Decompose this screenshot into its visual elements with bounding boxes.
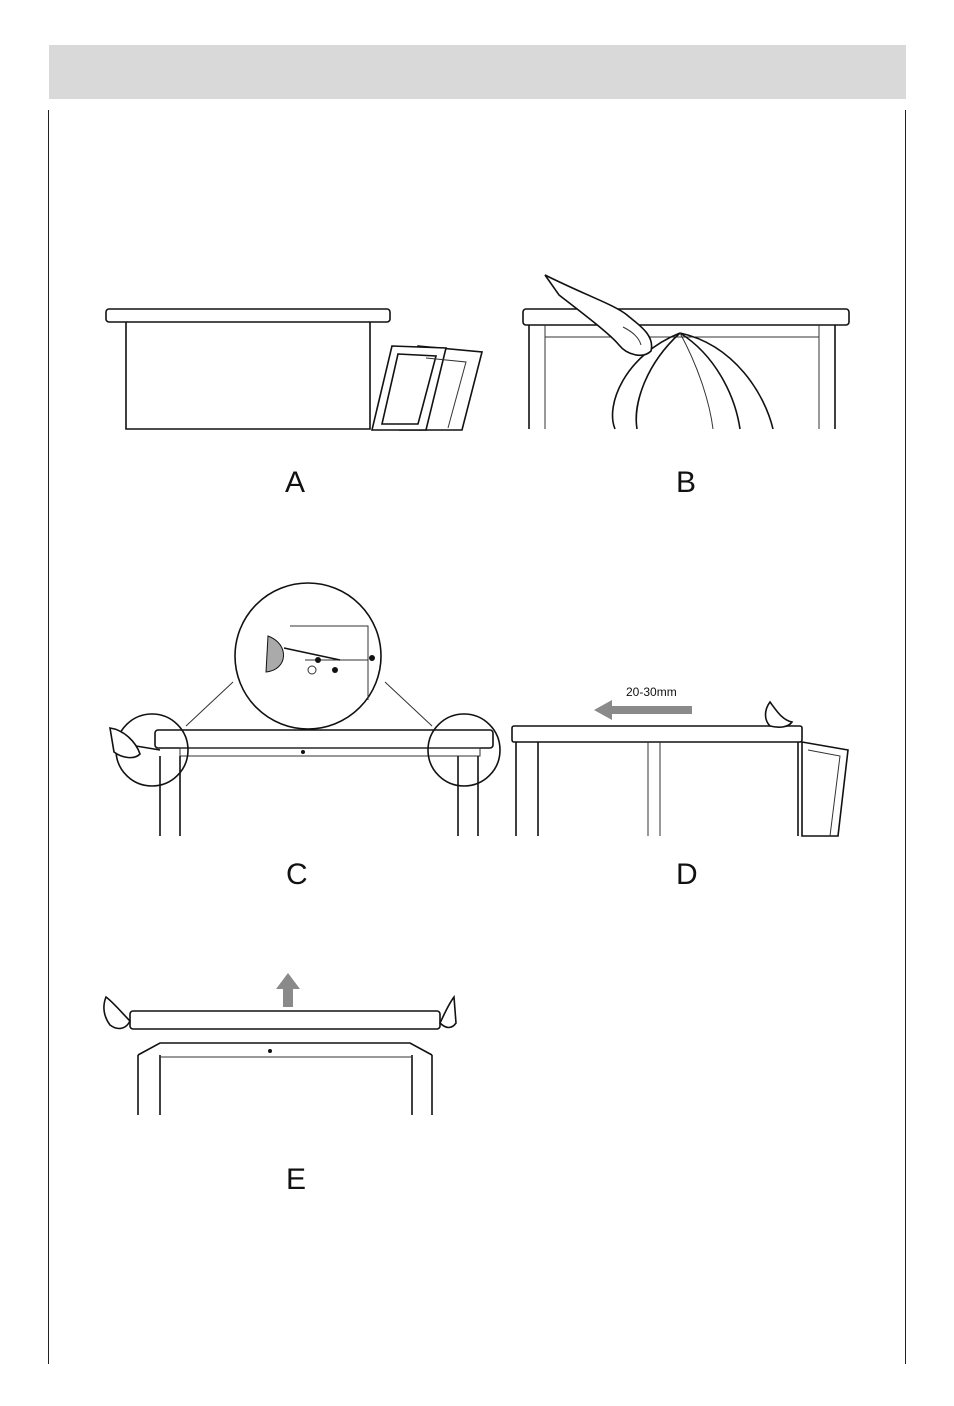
- figure-e-drawing: [100, 965, 460, 1117]
- figure-e-label: E: [286, 1163, 307, 1196]
- figure-d-drawing: [508, 680, 858, 838]
- figure-a-label: A: [285, 466, 306, 499]
- figure-b-label: B: [676, 466, 697, 499]
- figure-d-dimension: 20-30mm: [626, 685, 677, 699]
- right-border-line: [905, 110, 906, 1364]
- figure-c-label: C: [286, 858, 308, 891]
- figure-b-drawing: [515, 275, 865, 435]
- figure-a-drawing: [100, 300, 500, 435]
- figure-d-label: D: [676, 858, 698, 891]
- header-bar: [49, 45, 906, 99]
- figure-c-drawing: [100, 580, 500, 838]
- left-border-line: [48, 110, 49, 1364]
